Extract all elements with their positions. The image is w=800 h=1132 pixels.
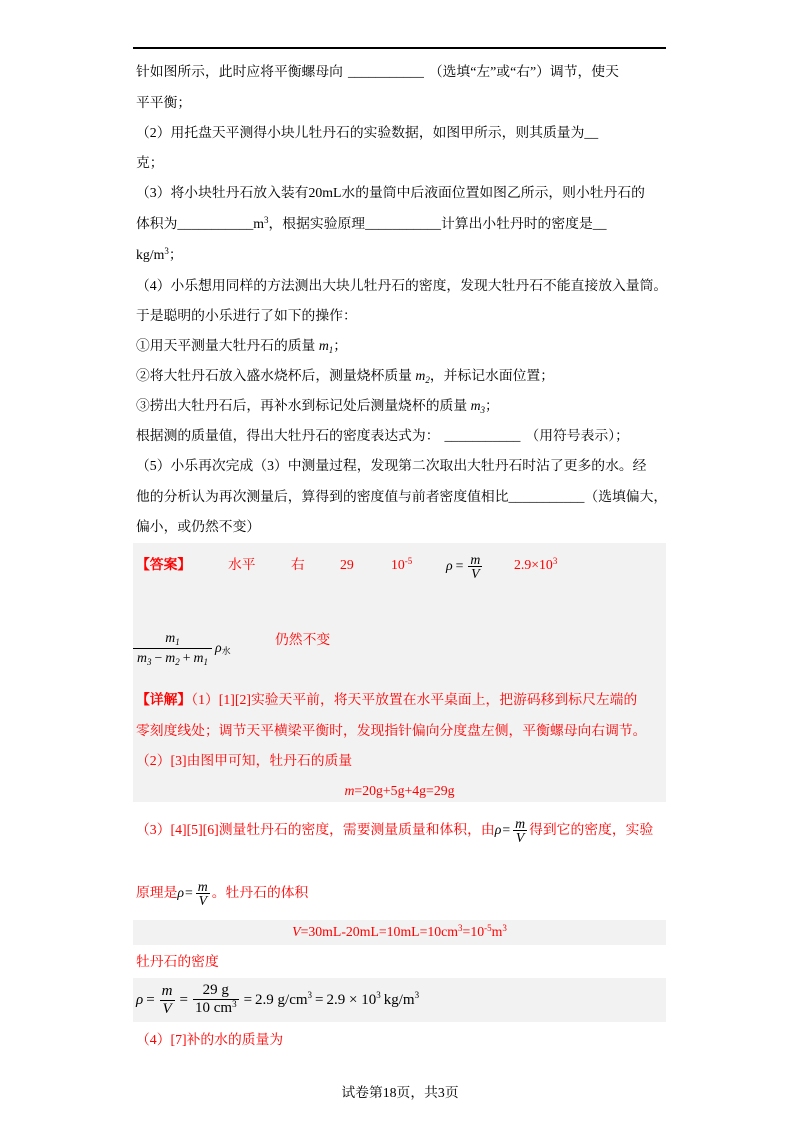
detail-label: 【详解】: [136, 692, 192, 707]
mass-symbol: m: [415, 368, 426, 383]
mass-symbol: m: [165, 629, 176, 645]
question-line-15: [136, 487, 667, 507]
answer-3: 29: [340, 557, 354, 572]
unit-exponent: 3: [164, 246, 169, 256]
density-value: 2.9 × 10: [326, 992, 377, 1008]
mass-symbol: m: [318, 338, 329, 353]
denominator: V: [198, 892, 207, 908]
fraction: [133, 629, 212, 668]
numerator: m: [197, 878, 208, 894]
question-line-7: [136, 245, 183, 265]
question-text: ；: [168, 247, 183, 262]
numerator: 29 g: [193, 982, 239, 1000]
unit-exponent: 3: [264, 215, 269, 225]
density-value: 2.9 g/cm: [255, 992, 308, 1008]
step-text: ，并标记水面位置；: [429, 368, 555, 383]
question-text: （选填“左”或“右”）调节，使天: [428, 64, 619, 79]
detail-text: （3）[4][5][6]测量牡丹石的密度，需要测量质量和体积，由: [136, 822, 495, 837]
detail-line-2: 零刻度线处；调节天平横梁平衡时，发现指针偏向分度盘左侧，平衡螺母向右调节。: [136, 723, 647, 738]
numerator: [133, 629, 212, 649]
mass-subscript: 1: [203, 656, 208, 667]
answer-4-base: 10: [391, 557, 405, 572]
unit: m: [253, 216, 265, 231]
denominator: V: [162, 1000, 172, 1017]
question-text: 针如图所示，此时应将平衡螺母向: [136, 64, 343, 79]
step-text: ①用天平测量大牡丹石的质量: [136, 338, 319, 353]
detail-line-5: [136, 815, 653, 845]
mass-symbol: m: [137, 649, 147, 665]
equals-sign: =: [243, 992, 253, 1008]
rho-symbol: ρ: [136, 992, 144, 1008]
answer-4-exponent: -5: [404, 556, 413, 566]
numerator: m: [515, 815, 526, 831]
answer-6-exponent: 3: [552, 556, 558, 566]
detail-text: 得到它的密度，实验: [529, 822, 654, 837]
rho-subscript: 水: [221, 646, 231, 656]
mass-symbol: m: [470, 398, 481, 413]
page-footer: 试卷第18页，共3页: [341, 1085, 459, 1100]
answer-7-density-expression: [133, 629, 231, 667]
unit: m: [491, 924, 503, 939]
step-1: [136, 336, 347, 356]
volume-equation: [133, 922, 666, 942]
answer-4: [391, 555, 412, 575]
detail-line-3: （2）[3]由图甲可知，牡丹石的质量: [136, 753, 353, 768]
equals-sign: =: [146, 992, 155, 1008]
numerator: m: [161, 982, 173, 999]
detail-text: 。牡丹石的体积: [211, 885, 309, 900]
denominator: [133, 649, 212, 668]
step-3: [136, 396, 499, 416]
exponent: 3: [376, 990, 381, 1000]
fill-blank: __: [592, 216, 607, 231]
question-line-5: （3）将小块牡丹石放入装有20mL水的量筒中后液面位置如图乙所示，则小牡丹石的: [136, 185, 645, 200]
fraction: [468, 553, 482, 580]
plus-sign: +: [182, 649, 191, 665]
rho-symbol: ρ: [177, 885, 185, 900]
mass-symbol: m: [165, 649, 176, 665]
mass-subscript: 1: [175, 636, 180, 647]
mass-subscript: 3: [480, 405, 486, 415]
question-text: （选填偏大，: [584, 489, 668, 504]
density-formula: [495, 817, 529, 844]
exponent: 3: [307, 990, 313, 1000]
mass-equation-text: =20g+5g+4g=29g: [354, 783, 455, 798]
question-text: 他的分析认为再次测量后，算得到的密度值与前者密度值相比: [136, 489, 509, 504]
step-text: ；: [333, 338, 348, 353]
exponent: 3: [458, 923, 463, 933]
question-line-14: （5）小乐再次完成（3）中测量过程，发现第二次取出大牡丹石时沾了更多的水。经: [136, 458, 647, 473]
question-line-1: [136, 62, 619, 82]
mass-subscript: 1: [328, 345, 334, 355]
volume-equation-text: =10: [462, 924, 485, 939]
detail-line-6: [136, 878, 308, 908]
detail-line-8: 牡丹石的密度: [136, 954, 219, 969]
fraction: [193, 982, 239, 1018]
equals-sign: =: [502, 822, 511, 837]
question-line-8: （4）小乐想用同样的方法测出大块儿牡丹石的密度，发现大牡丹石不能直接放入量筒。: [136, 278, 668, 293]
fill-blank: ___________: [365, 216, 441, 231]
volume-equation-text: =30mL-20mL=10mL=10cm: [300, 924, 459, 939]
equals-sign: =: [315, 992, 324, 1008]
volume-symbol: V: [292, 924, 301, 939]
answer-label: 【答案】: [136, 557, 192, 572]
step-text: ；: [485, 398, 499, 413]
question-text: ，根据实验原理: [268, 216, 366, 231]
answer-6-base: 2.9×10: [514, 557, 553, 572]
fill-blank: ___________: [347, 64, 424, 79]
mass-symbol: m: [344, 783, 355, 798]
detail-text: 原理是: [136, 885, 178, 900]
detail-line-10: （4）[7]补的水的质量为: [136, 1032, 284, 1047]
fill-blank: ___________: [444, 428, 521, 443]
exponent: -5: [484, 923, 492, 933]
exponent: 3: [414, 990, 420, 1000]
denominator: [193, 1000, 239, 1018]
rho-symbol: ρ: [214, 640, 222, 655]
mass-subscript: 2: [175, 656, 180, 667]
fraction: [196, 880, 210, 907]
answer-5-density-formula: [446, 551, 484, 581]
equals-sign: =: [185, 885, 193, 900]
denominator: V: [515, 829, 525, 845]
density-equation: [136, 982, 419, 1018]
unit: kg/m: [136, 247, 165, 262]
equals-sign: =: [455, 558, 464, 573]
question-text: 计算出小牡丹时的密度是: [440, 216, 593, 231]
answer-6: [514, 555, 557, 575]
question-line-16: 偏小，或仍然不变）: [136, 519, 261, 534]
question-text: 根据测的质量值，得出大牡丹石的密度表达式为：: [136, 428, 440, 443]
step-2: [136, 366, 554, 386]
question-text: （用符号表示）；: [525, 428, 629, 443]
equals-sign: =: [179, 992, 188, 1008]
rho-symbol: ρ: [494, 822, 502, 837]
fill-blank: ___________: [508, 489, 585, 504]
mass-subscript: 3: [146, 656, 152, 667]
density-formula: [177, 880, 211, 907]
step-text: ③捞出大牡丹石后，再补水到标记处后测量烧杯的质量: [136, 398, 471, 413]
question-text: 体积为: [136, 216, 178, 231]
fraction: [513, 817, 527, 844]
density-unit: kg/m: [383, 992, 415, 1008]
mass-symbol: m: [193, 649, 204, 665]
answer-8: 仍然不变: [275, 632, 331, 647]
fill-blank: ___________: [177, 216, 254, 231]
fill-blank: __: [584, 125, 599, 140]
exponent: 3: [502, 923, 507, 933]
answer-2: 右: [291, 557, 305, 572]
header-rule: [133, 47, 666, 49]
exponent: 3: [232, 999, 237, 1009]
question-line-2: 平平衡；: [136, 95, 192, 110]
numerator: m: [470, 551, 481, 567]
denominator: V: [471, 565, 480, 581]
step-text: ②将大牡丹石放入盛水烧杯后，测量烧杯质量: [136, 368, 416, 383]
question-line-13: [136, 426, 629, 446]
detail-text: （1）[1][2]实验天平前，将天平放置在水平桌面上，把游码移到标尺左端的: [191, 692, 638, 707]
fraction: [160, 983, 175, 1018]
mass-equation: [133, 781, 666, 801]
rho-symbol: ρ: [446, 558, 453, 573]
detail-line-1: [136, 690, 637, 710]
question-text: （2）用托盘天平测得小块儿牡丹石的实验数据，如图甲所示，则其质量为: [136, 125, 585, 140]
minus-sign: −: [154, 649, 163, 665]
denominator-text: 10 cm: [194, 1000, 233, 1016]
mass-subscript: 2: [425, 375, 430, 385]
question-line-4: 克；: [136, 155, 164, 170]
question-line-3: [136, 123, 598, 143]
question-line-9: 于是聪明的小乐进行了如下的操作：: [136, 308, 357, 323]
answer-1: 水平: [228, 557, 256, 572]
question-line-6: [136, 214, 607, 234]
